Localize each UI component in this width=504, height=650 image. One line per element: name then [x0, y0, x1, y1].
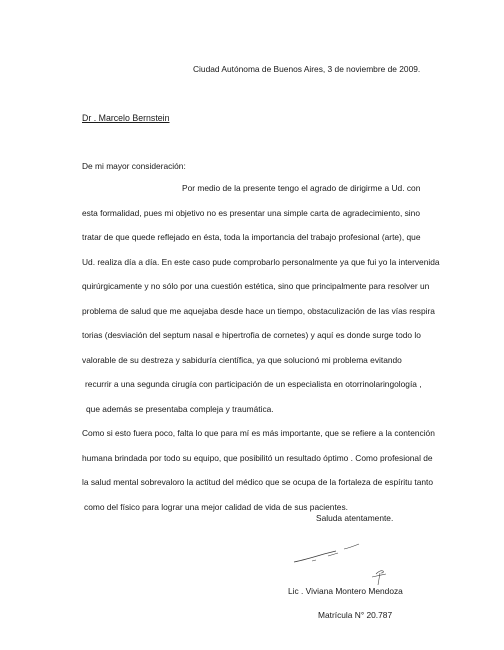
body-line: Como si esto fuera poco, falta lo que para mí es más importante, que se refiere a la contención — [82, 428, 435, 438]
recipient-name: Dr . Marcelo Bernstein — [82, 113, 170, 123]
body-line: humana brindada por todo su equipo, que posibilitó un resultado óptimo . Como profesional de — [82, 453, 433, 463]
greeting: De mi mayor consideración: — [82, 161, 186, 171]
body-line: como del físico para lograr una mejor calidad de vida de sus pacientes. — [84, 502, 348, 512]
date-line: Ciudad Autónoma de Buenos Aires, 3 de noviembre de 2009. — [193, 64, 421, 74]
body-line: Ud. realiza día a día. En este caso pude comprobarlo personalmente ya que fui yo la intervenida — [82, 257, 440, 267]
license-number: Matrícula N° 20.787 — [318, 610, 393, 620]
body-line: Por medio de la presente tengo el agrado de dirigirme a Ud. con — [182, 183, 421, 193]
body-line: recurrir a una segunda cirugía con participación de un especialista en otorrinolaringología , — [85, 379, 422, 389]
body-line: torias (desviación del septum nasal e hipertrofia de cornetes) y aquí es donde surge todo lo — [82, 330, 421, 340]
body-line: que además se presentaba compleja y traumática. — [86, 404, 274, 414]
handwritten-signature-icon — [292, 540, 402, 586]
body-line: tratar de que quede reflejado en ésta, toda la importancia del trabajo profesional (arte), que — [82, 232, 421, 242]
body-line: problema de salud que me aquejaba desde hace un tiempo, obstaculización de las vías respira — [82, 306, 435, 316]
signer-name: Lic . Viviana Montero Mendoza — [288, 586, 403, 596]
closing-salutation: Saluda atentamente. — [316, 513, 394, 523]
body-line: esta formalidad, pues mi objetivo no es presentar una simple carta de agradecimiento, sino — [82, 208, 420, 218]
body-line: la salud mental sobrevaloro la actitud del médico que se ocupa de la fortaleza de espíritu tanto — [82, 477, 434, 487]
body-line: valorable de su destreza y sabiduría científica, ya que solucionó mi problema evitando — [82, 355, 402, 365]
body-line: quirúrgicamente y no sólo por una cuestión estética, sino que principalmente para resolver un — [82, 281, 430, 291]
